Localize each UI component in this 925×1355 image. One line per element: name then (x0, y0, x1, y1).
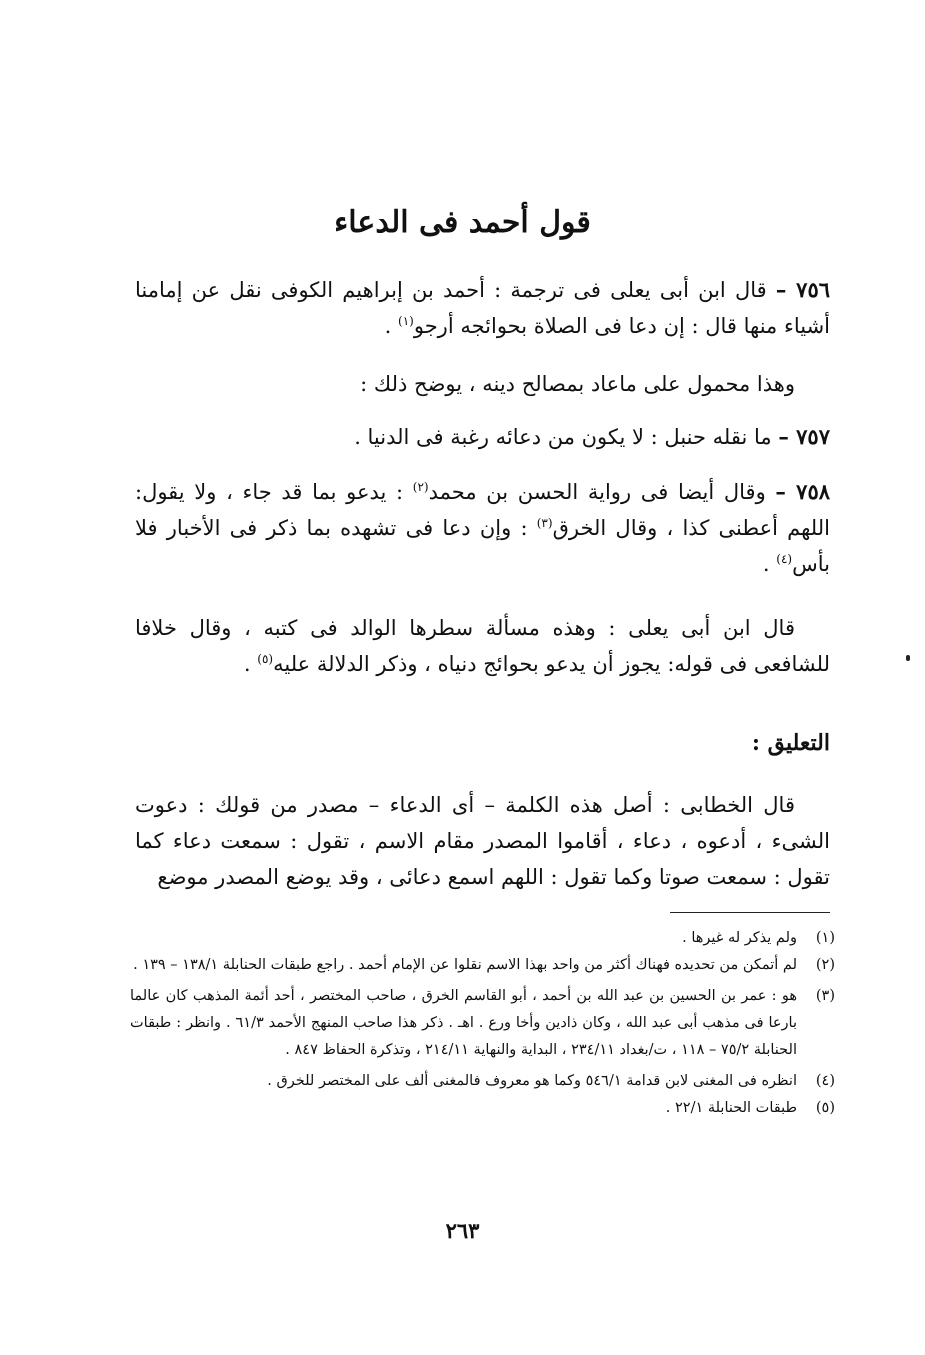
footnote-ref: (٢) (412, 480, 429, 494)
page-number: ٢٦٣ (445, 1218, 480, 1243)
paragraph-khattabi: قال الخطابى : أصل هذه الكلمة – أى الدعاء – مصدر من قولك : دعوت الشىء ، أدعوه ، دعاء ، أقاموا المصدر مقام الاسم ، تقول : سمعت دعاء كما تقول : سمعت صوتا وكما تقول : اللهم اسمع دعائى ، وقد يوضع المصدر موضع (135, 793, 830, 889)
paragraph-757 (135, 419, 830, 455)
footnote-text: انظره فى المغنى لابن قدامة ٥٤٦/١ وكما هو معروف فالمغنى ألف على المختصر للخرق . (267, 1073, 797, 1089)
scan-speck (906, 655, 910, 661)
item-number: ٧٥٧ – (778, 424, 830, 449)
footnote-text: لم أتمكن من تحديده فهناك أكثر من واحد بهذا الاسم نقلوا عن الإمام أحمد . راجع طبقات الحنابلة ١٣٨/١ – ١٣٩ . (133, 957, 797, 973)
footnote-mark: (١) (815, 930, 835, 946)
paragraph-text: قال ابن أبى يعلى : وهذه مسألة سطرها الوالد فى كتبه ، وقال خلافا للشافعى فى قوله: يجوز أن يدعو بحوائج دنياه ، وذكر الدلالة عليه (135, 616, 830, 676)
paragraph-end: . (384, 314, 399, 338)
paragraph-756 (135, 272, 830, 344)
footnote-ref: (١) (398, 314, 414, 328)
paragraph-text: قال ابن أبى يعلى فى ترجمة : أحمد بن إبراهيم الكوفى نقل عن إمامنا أشياء منها قال : إن دعا فى الصلاة بحوائجه أرجو (135, 278, 830, 338)
footnote-item (130, 925, 835, 952)
footnote-item (130, 952, 835, 979)
paragraph-text: وقال أيضا فى رواية الحسن بن محمد (428, 480, 776, 504)
footnote-mark: (٢) (815, 957, 835, 973)
paragraph-end: . (762, 552, 777, 576)
paragraph-text: : يدعو بما قد جاء ، ولا يقول: اللهم أعطنى كذا ، وقال الخرق (135, 480, 830, 540)
item-number: ٧٥٨ – (775, 479, 831, 504)
footnote-item (130, 1068, 835, 1095)
footnote-mark: (٤) (815, 1073, 835, 1089)
footnotes (130, 925, 835, 1122)
page-title: قول أحمد فى الدعاء (334, 205, 591, 240)
item-number: ٧٥٦ – (775, 277, 831, 302)
footnote-mark: (٥) (815, 1100, 835, 1116)
footnote-text: طبقات الحنابلة ٢٢/١ . (665, 1100, 797, 1116)
footnote-mark: (٣) (815, 988, 835, 1004)
footnote-divider (670, 912, 830, 913)
commentary-heading: التعليق : (751, 730, 830, 756)
footnote-ref: (٥) (257, 652, 274, 666)
paragraph-text: : وإن دعا فى تشهده بما ذكر فى الأخبار فلا بأس (135, 516, 830, 576)
footnote-text: هو : عمر بن الحسين بن عبد الله بن أحمد ، أبو القاسم الخرق ، صاحب المختصر ، أحد أئمة المذهب كان عالما بارعا فى مذهب أبى عبد الله ، وكان ذادين وأخا ورع . اهـ . ذكر هذا صاحب المنهج الأحمد ٦١/٣ . وانظر : طبقات الحنابلة ٧٥/٢ – ١١٨ ، ت/بغداد ٢٣٤/١١ ، البداية والنهاية ٢١٤/١١ ، وتذكرة الحفاظ ٨٤٧ . (130, 988, 797, 1058)
footnote-item (130, 983, 835, 1064)
paragraph-text: ما نقله حنبل : لا يكون من دعائه رغبة فى الدنيا . (354, 425, 779, 449)
footnote-text: ولم يذكر له غيرها . (682, 930, 797, 946)
paragraph-758 (135, 474, 830, 582)
footnote-ref: (٤) (776, 552, 793, 566)
footnote-ref: (٣) (536, 516, 553, 530)
paragraph-note: وهذا محمول على ماعاد بمصالح دينه ، يوضح ذلك : (360, 372, 795, 396)
paragraph-end: . (243, 652, 258, 676)
footnote-item (130, 1095, 835, 1122)
paragraph-ibn-abi-yala (135, 610, 830, 682)
